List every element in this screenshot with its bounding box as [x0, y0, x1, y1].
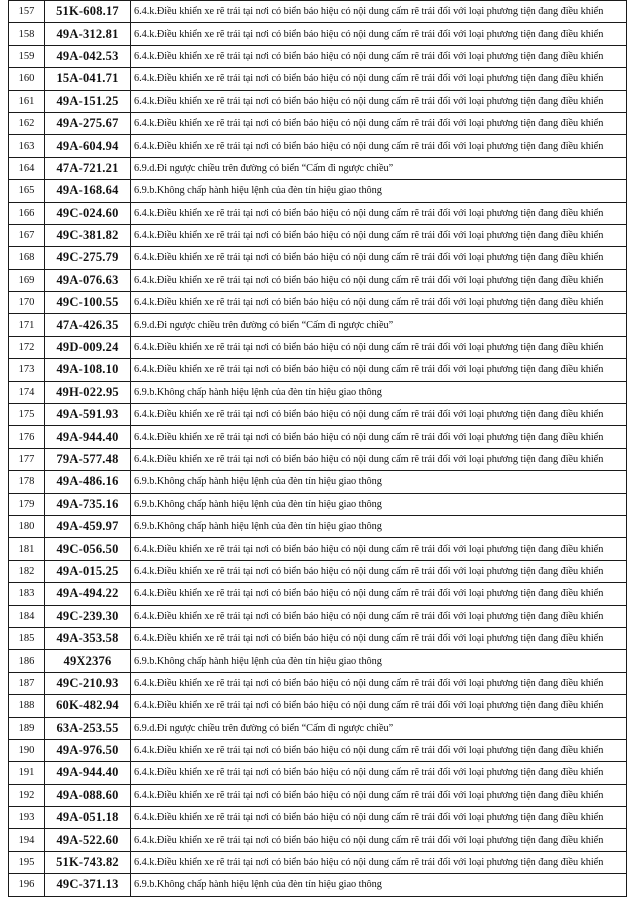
table-row: [9, 672, 627, 694]
row-number: 170: [9, 292, 45, 314]
violation-description: 6.4.k.Điều khiển xe rẽ trái tại nơi có biển báo hiệu có nội dung cấm rẽ trái đối với loại phương tiện đang điều khiển: [131, 45, 627, 67]
license-plate: 49C-100.55: [45, 292, 131, 314]
license-plate: 49C-371.13: [45, 874, 131, 896]
license-plate: 49A-944.40: [45, 426, 131, 448]
table-row: [9, 314, 627, 336]
violation-description: 6.9.b.Không chấp hành hiệu lệnh của đèn tín hiệu giao thông: [131, 874, 627, 896]
row-number: 157: [9, 1, 45, 23]
violation-description: 6.4.k.Điều khiển xe rẽ trái tại nơi có biển báo hiệu có nội dung cấm rẽ trái đối với loại phương tiện đang điều khiển: [131, 90, 627, 112]
violation-description: 6.4.k.Điều khiển xe rẽ trái tại nơi có biển báo hiệu có nội dung cấm rẽ trái đối với loại phương tiện đang điều khiển: [131, 247, 627, 269]
violation-description: 6.4.k.Điều khiển xe rẽ trái tại nơi có biển báo hiệu có nội dung cấm rẽ trái đối với loại phương tiện đang điều khiển: [131, 762, 627, 784]
license-plate: 49A-604.94: [45, 135, 131, 157]
table-row: [9, 426, 627, 448]
row-number: 179: [9, 493, 45, 515]
violation-description: 6.9.d.Đi ngược chiều trên đường có biển “Cấm đi ngược chiều”: [131, 314, 627, 336]
violation-description: 6.9.b.Không chấp hành hiệu lệnh của đèn tín hiệu giao thông: [131, 471, 627, 493]
table-row: [9, 851, 627, 873]
table-row: [9, 650, 627, 672]
table-row: [9, 1, 627, 23]
table-row: [9, 202, 627, 224]
row-number: 173: [9, 359, 45, 381]
row-number: 166: [9, 202, 45, 224]
table-row: [9, 560, 627, 582]
violation-description: 6.4.k.Điều khiển xe rẽ trái tại nơi có biển báo hiệu có nội dung cấm rẽ trái đối với loại phương tiện đang điều khiển: [131, 135, 627, 157]
license-plate: 49A-151.25: [45, 90, 131, 112]
table-row: [9, 605, 627, 627]
violation-description: 6.9.b.Không chấp hành hiệu lệnh của đèn tín hiệu giao thông: [131, 381, 627, 403]
violation-description: 6.4.k.Điều khiển xe rẽ trái tại nơi có biển báo hiệu có nội dung cấm rẽ trái đối với loại phương tiện đang điều khiển: [131, 112, 627, 134]
license-plate: 63A-253.55: [45, 717, 131, 739]
license-plate: 49A-591.93: [45, 404, 131, 426]
table-row: [9, 404, 627, 426]
license-plate: 49A-088.60: [45, 784, 131, 806]
row-number: 192: [9, 784, 45, 806]
violation-description: 6.4.k.Điều khiển xe rẽ trái tại nơi có biển báo hiệu có nội dung cấm rẽ trái đối với loại phương tiện đang điều khiển: [131, 627, 627, 649]
violation-description: 6.4.k.Điều khiển xe rẽ trái tại nơi có biển báo hiệu có nội dung cấm rẽ trái đối với loại phương tiện đang điều khiển: [131, 807, 627, 829]
table-row: [9, 829, 627, 851]
license-plate: 49H-022.95: [45, 381, 131, 403]
table-row: [9, 381, 627, 403]
violation-description: 6.9.d.Đi ngược chiều trên đường có biển “Cấm đi ngược chiều”: [131, 157, 627, 179]
row-number: 185: [9, 627, 45, 649]
violation-description: 6.4.k.Điều khiển xe rẽ trái tại nơi có biển báo hiệu có nội dung cấm rẽ trái đối với loại phương tiện đang điều khiển: [131, 68, 627, 90]
license-plate: 51K-743.82: [45, 851, 131, 873]
violation-description: 6.4.k.Điều khiển xe rẽ trái tại nơi có biển báo hiệu có nội dung cấm rẽ trái đối với loại phương tiện đang điều khiển: [131, 336, 627, 358]
table-row: [9, 448, 627, 470]
row-number: 181: [9, 538, 45, 560]
row-number: 167: [9, 224, 45, 246]
license-plate: 49A-076.63: [45, 269, 131, 291]
row-number: 169: [9, 269, 45, 291]
row-number: 178: [9, 471, 45, 493]
license-plate: 15A-041.71: [45, 68, 131, 90]
table-row: [9, 874, 627, 896]
table-row: [9, 45, 627, 67]
table-row: [9, 112, 627, 134]
row-number: 191: [9, 762, 45, 784]
row-number: 168: [9, 247, 45, 269]
row-number: 161: [9, 90, 45, 112]
license-plate: 47A-721.21: [45, 157, 131, 179]
license-plate: 49A-051.18: [45, 807, 131, 829]
violation-description: 6.4.k.Điều khiển xe rẽ trái tại nơi có biển báo hiệu có nội dung cấm rẽ trái đối với loại phương tiện đang điều khiển: [131, 672, 627, 694]
violation-description: 6.4.k.Điều khiển xe rẽ trái tại nơi có biển báo hiệu có nội dung cấm rẽ trái đối với loại phương tiện đang điều khiển: [131, 1, 627, 23]
row-number: 186: [9, 650, 45, 672]
row-number: 188: [9, 695, 45, 717]
table-row: [9, 359, 627, 381]
table-row: [9, 247, 627, 269]
violation-description: 6.4.k.Điều khiển xe rẽ trái tại nơi có biển báo hiệu có nội dung cấm rẽ trái đối với loại phương tiện đang điều khiển: [131, 269, 627, 291]
table-row: [9, 471, 627, 493]
row-number: 162: [9, 112, 45, 134]
row-number: 160: [9, 68, 45, 90]
license-plate: 49A-353.58: [45, 627, 131, 649]
row-number: 184: [9, 605, 45, 627]
license-plate: 49A-108.10: [45, 359, 131, 381]
violation-table: [8, 0, 627, 897]
violation-description: 6.4.k.Điều khiển xe rẽ trái tại nơi có biển báo hiệu có nội dung cấm rẽ trái đối với loại phương tiện đang điều khiển: [131, 359, 627, 381]
table-row: [9, 157, 627, 179]
license-plate: 49C-024.60: [45, 202, 131, 224]
violation-description: 6.4.k.Điều khiển xe rẽ trái tại nơi có biển báo hiệu có nội dung cấm rẽ trái đối với loại phương tiện đang điều khiển: [131, 851, 627, 873]
table-row: [9, 90, 627, 112]
table-row: [9, 68, 627, 90]
license-plate: 49A-168.64: [45, 180, 131, 202]
row-number: 159: [9, 45, 45, 67]
license-plate: 49A-275.67: [45, 112, 131, 134]
violation-table-body: [9, 1, 627, 897]
table-row: [9, 784, 627, 806]
table-row: [9, 224, 627, 246]
license-plate: 49A-944.40: [45, 762, 131, 784]
row-number: 194: [9, 829, 45, 851]
violation-description: 6.9.b.Không chấp hành hiệu lệnh của đèn tín hiệu giao thông: [131, 515, 627, 537]
violation-description: 6.4.k.Điều khiển xe rẽ trái tại nơi có biển báo hiệu có nội dung cấm rẽ trái đối với loại phương tiện đang điều khiển: [131, 404, 627, 426]
row-number: 180: [9, 515, 45, 537]
license-plate: 49X2376: [45, 650, 131, 672]
row-number: 176: [9, 426, 45, 448]
license-plate: 49A-312.81: [45, 23, 131, 45]
violation-description: 6.9.b.Không chấp hành hiệu lệnh của đèn tín hiệu giao thông: [131, 493, 627, 515]
table-row: [9, 336, 627, 358]
license-plate: 49A-494.22: [45, 583, 131, 605]
table-row: [9, 739, 627, 761]
violation-description: 6.4.k.Điều khiển xe rẽ trái tại nơi có biển báo hiệu có nội dung cấm rẽ trái đối với loại phương tiện đang điều khiển: [131, 292, 627, 314]
table-row: [9, 180, 627, 202]
row-number: 183: [9, 583, 45, 605]
license-plate: 49D-009.24: [45, 336, 131, 358]
table-row: [9, 627, 627, 649]
table-row: [9, 23, 627, 45]
violation-description: 6.9.b.Không chấp hành hiệu lệnh của đèn tín hiệu giao thông: [131, 650, 627, 672]
violation-description: 6.4.k.Điều khiển xe rẽ trái tại nơi có biển báo hiệu có nội dung cấm rẽ trái đối với loại phương tiện đang điều khiển: [131, 739, 627, 761]
table-row: [9, 717, 627, 739]
table-row: [9, 583, 627, 605]
row-number: 164: [9, 157, 45, 179]
license-plate: 49A-015.25: [45, 560, 131, 582]
violation-description: 6.9.d.Đi ngược chiều trên đường có biển “Cấm đi ngược chiều”: [131, 717, 627, 739]
license-plate: 49A-459.97: [45, 515, 131, 537]
row-number: 174: [9, 381, 45, 403]
license-plate: 49A-486.16: [45, 471, 131, 493]
license-plate: 49A-522.60: [45, 829, 131, 851]
row-number: 165: [9, 180, 45, 202]
violation-description: 6.4.k.Điều khiển xe rẽ trái tại nơi có biển báo hiệu có nội dung cấm rẽ trái đối với loại phương tiện đang điều khiển: [131, 538, 627, 560]
row-number: 171: [9, 314, 45, 336]
violation-description: 6.4.k.Điều khiển xe rẽ trái tại nơi có biển báo hiệu có nội dung cấm rẽ trái đối với loại phương tiện đang điều khiển: [131, 202, 627, 224]
violation-list-page: [8, 0, 626, 897]
license-plate: 49A-735.16: [45, 493, 131, 515]
license-plate: 49C-381.82: [45, 224, 131, 246]
table-row: [9, 269, 627, 291]
license-plate: 49C-210.93: [45, 672, 131, 694]
table-row: [9, 538, 627, 560]
table-row: [9, 292, 627, 314]
license-plate: 49A-976.50: [45, 739, 131, 761]
row-number: 175: [9, 404, 45, 426]
violation-description: 6.4.k.Điều khiển xe rẽ trái tại nơi có biển báo hiệu có nội dung cấm rẽ trái đối với loại phương tiện đang điều khiển: [131, 829, 627, 851]
violation-description: 6.9.b.Không chấp hành hiệu lệnh của đèn tín hiệu giao thông: [131, 180, 627, 202]
violation-description: 6.4.k.Điều khiển xe rẽ trái tại nơi có biển báo hiệu có nội dung cấm rẽ trái đối với loại phương tiện đang điều khiển: [131, 560, 627, 582]
row-number: 163: [9, 135, 45, 157]
table-row: [9, 493, 627, 515]
violation-description: 6.4.k.Điều khiển xe rẽ trái tại nơi có biển báo hiệu có nội dung cấm rẽ trái đối với loại phương tiện đang điều khiển: [131, 426, 627, 448]
violation-description: 6.4.k.Điều khiển xe rẽ trái tại nơi có biển báo hiệu có nội dung cấm rẽ trái đối với loại phương tiện đang điều khiển: [131, 448, 627, 470]
license-plate: 60K-482.94: [45, 695, 131, 717]
row-number: 172: [9, 336, 45, 358]
violation-description: 6.4.k.Điều khiển xe rẽ trái tại nơi có biển báo hiệu có nội dung cấm rẽ trái đối với loại phương tiện đang điều khiển: [131, 605, 627, 627]
row-number: 195: [9, 851, 45, 873]
license-plate: 49C-056.50: [45, 538, 131, 560]
table-row: [9, 515, 627, 537]
row-number: 189: [9, 717, 45, 739]
row-number: 193: [9, 807, 45, 829]
table-row: [9, 807, 627, 829]
row-number: 177: [9, 448, 45, 470]
license-plate: 79A-577.48: [45, 448, 131, 470]
license-plate: 49A-042.53: [45, 45, 131, 67]
violation-description: 6.4.k.Điều khiển xe rẽ trái tại nơi có biển báo hiệu có nội dung cấm rẽ trái đối với loại phương tiện đang điều khiển: [131, 784, 627, 806]
license-plate: 47A-426.35: [45, 314, 131, 336]
table-row: [9, 695, 627, 717]
violation-description: 6.4.k.Điều khiển xe rẽ trái tại nơi có biển báo hiệu có nội dung cấm rẽ trái đối với loại phương tiện đang điều khiển: [131, 583, 627, 605]
violation-description: 6.4.k.Điều khiển xe rẽ trái tại nơi có biển báo hiệu có nội dung cấm rẽ trái đối với loại phương tiện đang điều khiển: [131, 695, 627, 717]
table-row: [9, 762, 627, 784]
violation-description: 6.4.k.Điều khiển xe rẽ trái tại nơi có biển báo hiệu có nội dung cấm rẽ trái đối với loại phương tiện đang điều khiển: [131, 224, 627, 246]
row-number: 196: [9, 874, 45, 896]
table-row: [9, 135, 627, 157]
row-number: 187: [9, 672, 45, 694]
row-number: 158: [9, 23, 45, 45]
license-plate: 51K-608.17: [45, 1, 131, 23]
violation-description: 6.4.k.Điều khiển xe rẽ trái tại nơi có biển báo hiệu có nội dung cấm rẽ trái đối với loại phương tiện đang điều khiển: [131, 23, 627, 45]
row-number: 190: [9, 739, 45, 761]
license-plate: 49C-239.30: [45, 605, 131, 627]
row-number: 182: [9, 560, 45, 582]
license-plate: 49C-275.79: [45, 247, 131, 269]
